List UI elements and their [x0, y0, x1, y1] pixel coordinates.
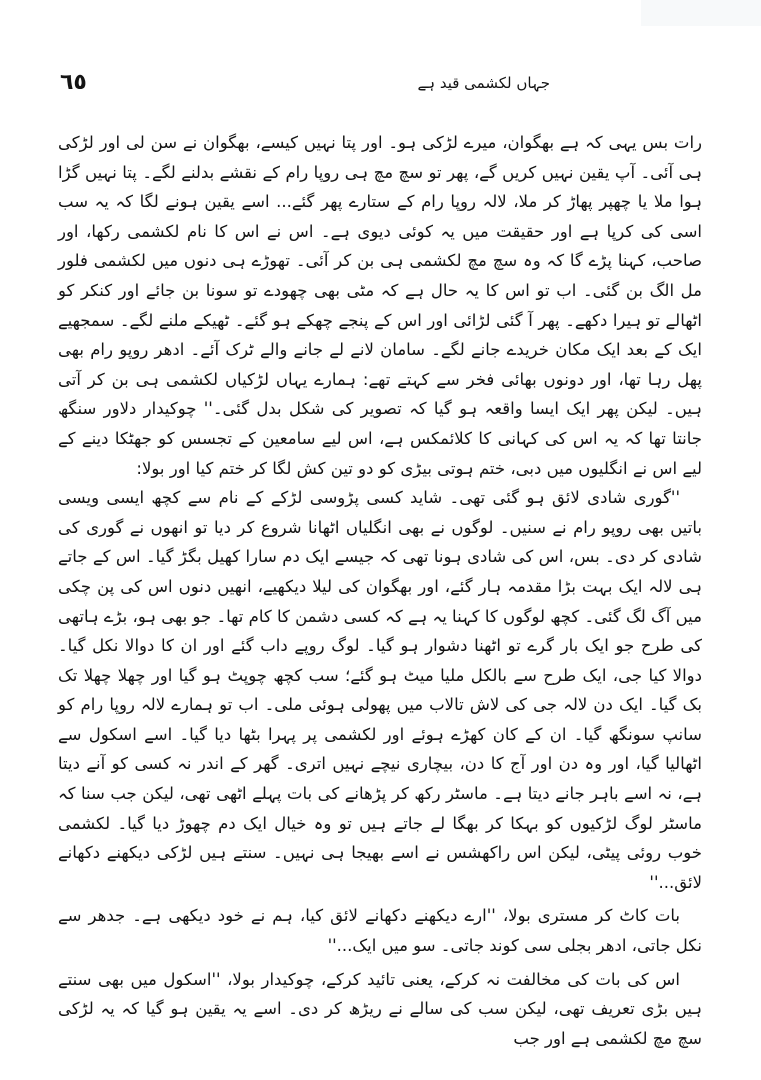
- paragraph: رات بس یہی کہ ہے بھگوان، میرے لڑکی ہو۔ اور پتا نہیں کیسے، بھگوان نے سن لی اور لڑکی ہی آئی۔ آپ یقین نہیں کریں گے، پھر تو سچ مچ ہی روپا رام کے نقشے بدلنے لگے۔ پتا نہیں گڑا ہوا ملا یا چھپر پھاڑ کر ملا، لالہ روپا رام کے ستارے پھر گئے... اسے یقین ہونے لگا کہ یہ سب اسی کی کرپا ہے اور حقیقت میں یہ کوئی دیوی ہے۔ اس نے اس کا نام لکشمی رکھا، اور صاحب، کہنا پڑے گا کہ وہ سچ مچ لکشمی ہی بن کر آئی۔ تھوڑے ہی دنوں میں لکشمی فلور مل الگ بن گئی۔ اب تو اس کا یہ حال ہے کہ مٹی بھی چھودے تو سونا بن جائے اور کنکر کو اٹھالے تو ہیرا دکھے۔ پھر آ گئی لڑائی اور اس کے پنجے چھکے ہو گئے۔ ٹھیکے ملنے لگے۔ سمجھیے ایک کے بعد ایک مکان خریدے جانے لگے۔ سامان لانے لے جانے والے ٹرک آئے۔ ادھر روپو رام بھی پھل رہا تھا، اور دونوں بھائی فخر سے کہتے تھے: ہمارے یہاں لڑکیاں لکشمی ہی بن کر آتی ہیں۔ لیکن پھر ایک ایسا واقعہ ہو گیا کہ تصویر کی شکل بدل گئی۔'' چوکیدار دلاور سنگھ جانتا تھا کہ یہ اس کی کہانی کا کلائمکس ہے، اس لیے سامعین کے تجسس کو جھٹکا دینے کے لیے اس نے انگلیوں میں دبی، ختم ہوتی بیڑی کو دو تین کش لگا کر ختم کیا اور بولا:: [58, 133, 702, 478]
- scan-artifact: [641, 0, 761, 26]
- running-title: جہاں لکشمی قید ہے: [417, 74, 550, 92]
- paragraph: ''گوری شادی لائق ہو گئی تھی۔ شاید کسی پڑوسی لڑکے کے نام سے کچھ ایسی ویسی باتیں بھی روپو رام نے سنیں۔ لوگوں نے بھی انگلیاں اٹھانا شروع کر دیا تو انھوں نے گوری کی شادی کر دی۔ بس، اس کی شادی ہونا تھی کہ جیسے ایک دم سارا کھیل بگڑ گیا۔ اس کے جاتے ہی لالہ ایک بہت بڑا مقدمہ ہار گئے، اور بھگوان کی لیلا دیکھیے، انھیں دنوں اس کی پن چکی میں آگ لگ گئی۔ کچھ لوگوں کا کہنا یہ ہے کہ کسی دشمن کا کام تھا۔ جو بھی ہو، بڑے ہاتھی کی طرح جو ایک بار گرے تو اٹھنا دشوار ہو گیا۔ لوگ روپے داب گئے اور ان کا دوالا نکل گیا۔ دوالا کیا جی، ایک طرح سے بالکل ملیا میٹ ہو گئے؛ سب کچھ چوپٹ ہو گیا اور چھلا چھلا تک بک گیا۔ ایک دن لالہ جی کی لاش تالاب میں پھولی ہوئی ملی۔ اب تو ہمارے لالہ روپا رام کو سانپ سونگھ گیا۔ ان کے کان کھڑے ہوئے اور لکشمی پر پہرا بٹھا دیا گیا۔ اسے اسکول سے اٹھالیا گیا، اور وہ دن اور آج کا دن، بیچاری نیچے نہیں اتری۔ گھر کے اندر نہ کسی کو آنے دیتا ہے، نہ اسے باہر جانے دیتا ہے۔ ماسٹر رکھ کر پڑھانے کی بات پہلے اٹھی تھی، لیکن جب سنا کہ ماسٹر لوگ لڑکیوں کو بہکا کر بھگا لے جاتے ہیں تو وہ خیال ایک دم چھوڑ دیا گیا۔ لکشمی خوب روئی پیٹی، لیکن اس راکھشس نے اسے بھیجا ہی نہیں۔ سنتے ہیں لڑکی دیکھنے دکھانے لائق...'': [58, 488, 702, 892]
- page-number: ٦٥: [60, 70, 87, 95]
- paragraph: اس کی بات کی مخالفت نہ کرکے، یعنی تائید کرکے، چوکیدار بولا، ''اسکول میں بھی سنتے ہیں بڑی تعریف تھی، لیکن سب کی سالے نے ریڑھ کر دی۔ اسے یہ یقین ہو گیا کہ یہ لڑکی سچ مچ لکشمی ہے اور جب: [58, 969, 702, 1048]
- paragraph: بات کاٹ کر مستری بولا، ''ارے دیکھنے دکھانے لائق کیا، ہم نے خود دیکھی ہے۔ جدھر سے نکل جاتی، ادھر بجلی سی کوند جاتی۔ سو میں ایک...'': [58, 906, 702, 956]
- page-header: [60, 70, 600, 106]
- body-text: [58, 128, 702, 1053]
